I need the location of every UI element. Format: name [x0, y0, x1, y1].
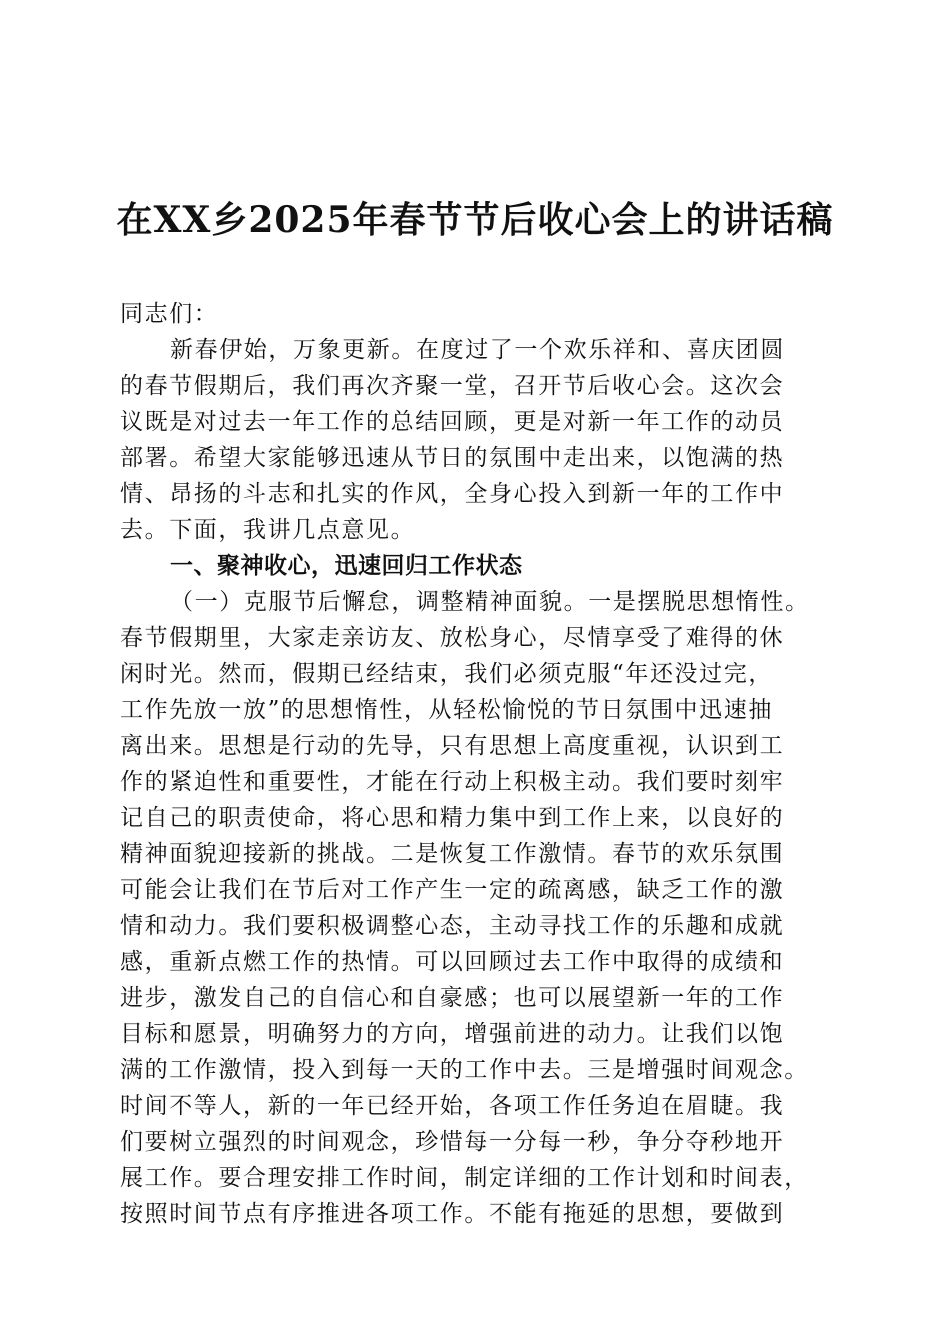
- text-line: 进步，激发自己的自信心和自豪感；也可以展望新一年的工作: [120, 985, 785, 1011]
- text-line: 精神面貌迎接新的挑战。二是恢复工作激情。春节的欢乐氛围: [120, 841, 785, 867]
- text-line: 新春伊始，万象更新。在度过了一个欢乐祥和、喜庆团圆: [170, 337, 785, 363]
- paragraph-lines: [120, 332, 832, 1232]
- text-line: 的春节假期后，我们再次齐聚一堂，召开节后收心会。这次会: [120, 373, 785, 399]
- text-line: 去。下面，我讲几点意见。: [120, 517, 416, 543]
- text-line: 部署。希望大家能够迅速从节日的氛围中走出来，以饱满的热: [120, 445, 785, 471]
- text-line: 可能会让我们在节后对工作产生一定的疏离感，缺乏工作的激: [120, 877, 785, 903]
- text-line: 工作先放一放”的思想惰性，从轻松愉悦的节日氛围中迅速抽: [120, 697, 773, 723]
- text-line: 按照时间节点有序推进各项工作。不能有拖延的思想，要做到: [120, 1201, 785, 1227]
- text-line: 情、昂扬的斗志和扎实的作风，全身心投入到新一年的工作中: [120, 481, 785, 507]
- text-line: 情和动力。我们要积极调整心态，主动寻找工作的乐趣和成就: [120, 913, 785, 939]
- text-line: 满的工作激情，投入到每一天的工作中去。三是增强时间观念。: [120, 1057, 809, 1083]
- section-heading: 一、聚神收心，迅速回归工作状态: [170, 553, 523, 579]
- document-title: 在XX乡2025年春节节后收心会上的讲话稿: [116, 199, 834, 241]
- text-line: 春节假期里，大家走亲访友、放松身心，尽情享受了难得的休: [120, 625, 785, 651]
- text-line: 离出来。思想是行动的先导，只有思想上高度重视，认识到工: [120, 733, 785, 759]
- text-line: 时间不等人，新的一年已经开始，各项工作任务迫在眉睫。我: [120, 1093, 785, 1119]
- text-line: 闲时光。然而，假期已经结束，我们必须克服“年还没过完，: [120, 661, 773, 687]
- text-line: 展工作。要合理安排工作时间，制定详细的工作计划和时间表，: [120, 1165, 809, 1191]
- text-line: 作的紧迫性和重要性，才能在行动上积极主动。我们要时刻牢: [120, 769, 785, 795]
- salutation: 同志们：: [120, 301, 219, 327]
- text-line: 议既是对过去一年工作的总结回顾，更是对新一年工作的动员: [120, 409, 785, 435]
- text-line: 感，重新点燃工作的热情。可以回顾过去工作中取得的成绩和: [120, 949, 785, 975]
- text-line: 目标和愿景，明确努力的方向，增强前进的动力。让我们以饱: [120, 1021, 785, 1047]
- text-line: 们要树立强烈的时间观念，珍惜每一分每一秒，争分夺秒地开: [120, 1129, 785, 1155]
- text-line: 记自己的职责使命，将心思和精力集中到工作上来，以良好的: [120, 805, 785, 831]
- document-body: [120, 296, 832, 1232]
- text-line: （一）克服节后懈怠，调整精神面貌。一是摆脱思想惰性。: [170, 589, 810, 615]
